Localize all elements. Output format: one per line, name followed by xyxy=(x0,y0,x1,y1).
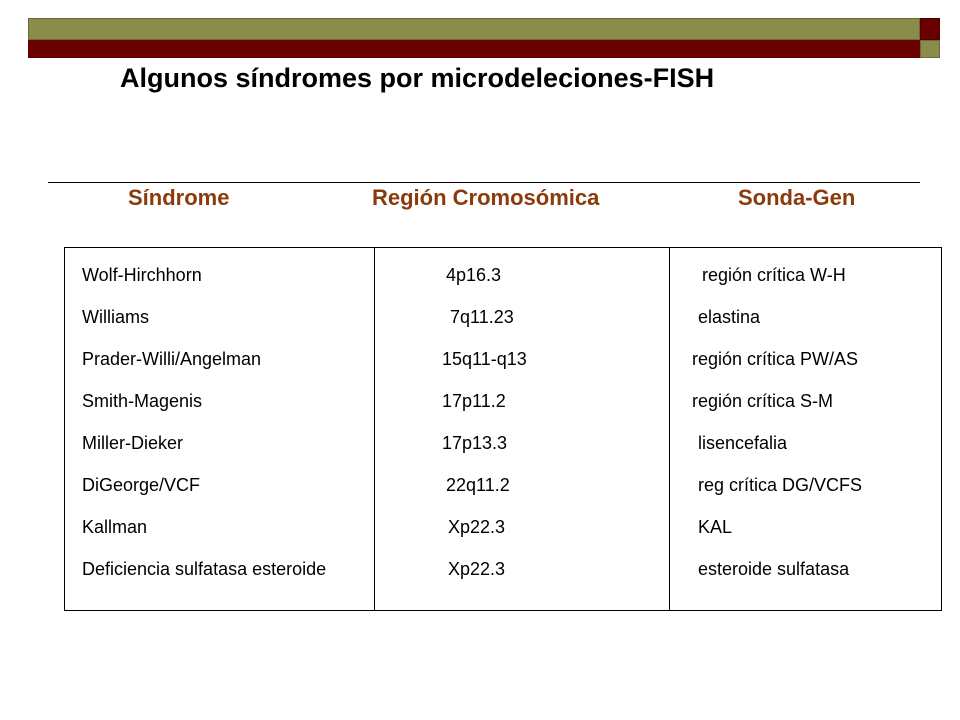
syndrome-cell: Smith-Magenis xyxy=(82,391,203,411)
probe-cell: lisencefalia xyxy=(698,433,788,453)
region-cell: Xp22.3 xyxy=(448,559,506,579)
syndrome-cell: Wolf-Hirchhorn xyxy=(82,265,202,285)
column-header-region: Región Cromosómica xyxy=(372,185,600,210)
red-corner-square xyxy=(920,18,940,40)
probe-cell: reg crítica DG/VCFS xyxy=(698,475,863,495)
header-rule xyxy=(48,182,920,183)
column-divider-1 xyxy=(374,247,375,611)
region-cell: 22q11.2 xyxy=(446,475,510,495)
column-divider-2 xyxy=(669,247,670,611)
probe-cell: región crítica W-H xyxy=(702,265,846,285)
top-decorative-bar xyxy=(0,0,960,60)
probe-cell: región crítica S-M xyxy=(692,391,834,411)
olive-corner-square xyxy=(920,40,940,58)
syndrome-cell: Deficiencia sulfatasa esteroide xyxy=(82,559,327,579)
region-cell: Xp22.3 xyxy=(448,517,506,537)
region-cell: 17p13.3 xyxy=(442,433,508,453)
syndrome-cell: Williams xyxy=(82,307,149,327)
column-header-syndrome: Síndrome xyxy=(128,185,230,210)
red-stripe xyxy=(28,40,920,58)
region-cell: 7q11.23 xyxy=(450,307,514,327)
probe-cell: esteroide sulfatasa xyxy=(698,559,850,579)
region-cell: 15q11-q13 xyxy=(442,349,527,369)
probe-cell: región crítica PW/AS xyxy=(692,349,859,369)
syndrome-cell: Miller-Dieker xyxy=(82,433,184,453)
region-cell: 17p11.2 xyxy=(442,391,506,411)
region-cell: 4p16.3 xyxy=(446,265,502,285)
probe-cell: elastina xyxy=(698,307,761,327)
syndrome-cell: DiGeorge/VCF xyxy=(82,475,201,495)
slide-title: Algunos síndromes por microdeleciones-FISH xyxy=(120,63,715,93)
probe-cell: KAL xyxy=(698,517,733,537)
olive-stripe xyxy=(28,18,920,40)
syndrome-table xyxy=(64,247,942,611)
column-header-probe: Sonda-Gen xyxy=(738,185,856,210)
syndrome-cell: Prader-Willi/Angelman xyxy=(82,349,262,369)
syndrome-cell: Kallman xyxy=(82,517,148,537)
